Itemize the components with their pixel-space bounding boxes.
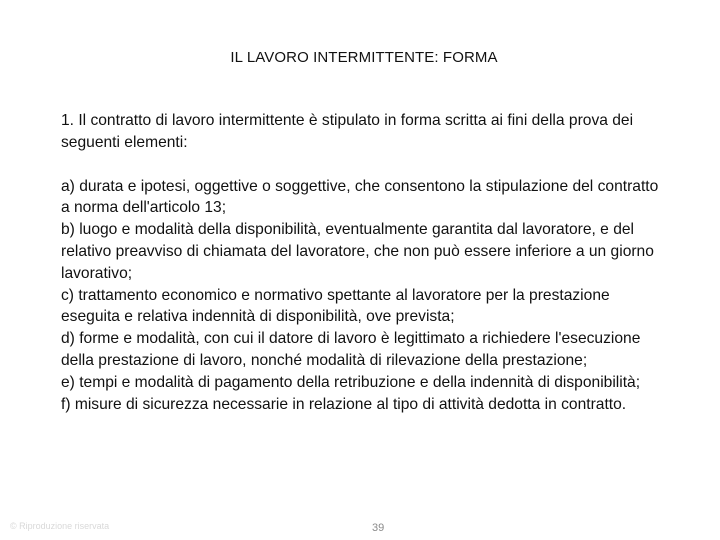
copyright-notice: © Riproduzione riservata xyxy=(10,521,110,531)
slide-title xyxy=(0,49,720,66)
list-item-e: e) tempi e modalità di pagamento della retribuzione e della indennità di disponibilità; xyxy=(61,373,641,391)
list-item-a: a) durata e ipotesi, oggettive o soggettive, che consentono la stipulazione del contratto a norma dell'articolo 13; xyxy=(61,177,659,217)
list-item-d: d) forme e modalità, con cui il datore di lavoro è legittimato a richiedere l'esecuzione della prestazione di lavoro, nonché modalità di rilevazione della prestazione; xyxy=(61,330,641,369)
list-item-f: f) misure di sicurezza necessarie in relazione al tipo di attività dedotta in contratto. xyxy=(61,395,627,413)
slide-title-text: IL LAVORO INTERMITTENTE: FORMA xyxy=(230,49,498,66)
list-item-b: b) luogo e modalità della disponibilità, eventualmente garantita dal lavoratore, e del relativo preavviso di chiamata del lavoratore, che non può essere inferiore a un giorno lavorativo; xyxy=(61,221,654,282)
intro-paragraph: 1. Il contratto di lavoro intermittente è stipulato in forma scritta ai fini della prova dei seguenti elementi: xyxy=(61,112,634,151)
page-number: 39 xyxy=(372,522,385,534)
slide-body xyxy=(61,110,671,415)
list-item-c: c) trattamento economico e normativo spettante al lavoratore per la prestazione eseguita e relativa indennità di disponibilità, ove prevista; xyxy=(61,286,610,326)
